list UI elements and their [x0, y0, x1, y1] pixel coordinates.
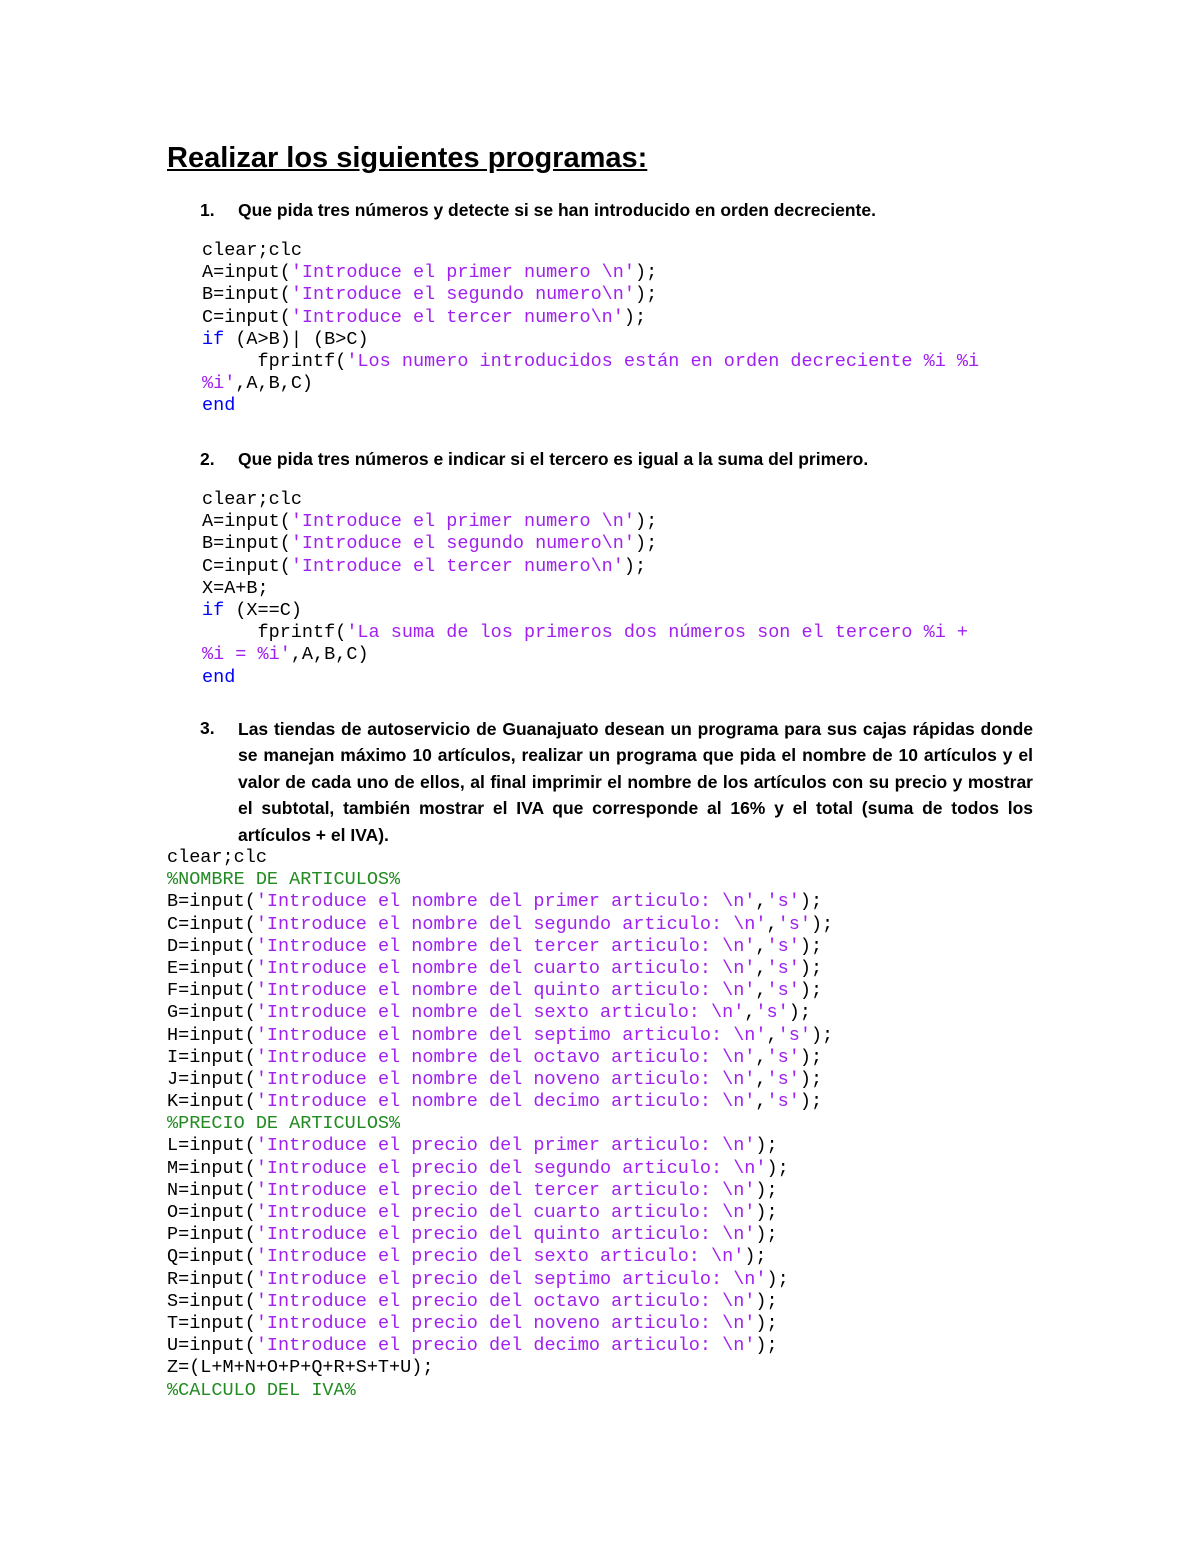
code-line [167, 1002, 833, 1024]
page-title: Realizar los siguientes programas: [167, 142, 648, 174]
code-keyword: end [202, 666, 236, 688]
code-string: 'Introduce el precio del sexto articulo: \n' [255, 1246, 745, 1268]
code-text: ); [623, 555, 647, 577]
code-line [202, 489, 968, 511]
code-text: fprintf( [202, 622, 347, 644]
code-string: 's' [766, 1091, 800, 1113]
code-string: 'Introduce el nombre del septimo articulo: \n' [255, 1024, 767, 1046]
code-string: 's' [766, 957, 800, 979]
code-line [167, 914, 833, 936]
code-text: R=input( [167, 1268, 256, 1290]
code-line [202, 667, 968, 689]
code-text: , [755, 1046, 767, 1068]
code-line [167, 958, 833, 980]
code-text: ); [755, 1135, 778, 1157]
code-text: clear;clc [202, 489, 302, 510]
code-text: , [766, 1024, 778, 1046]
code-text: D=input( [167, 935, 256, 957]
code-text: ); [799, 1068, 823, 1090]
code-text: C=input( [202, 555, 291, 577]
code-line [167, 1025, 833, 1047]
code-text: , [755, 1091, 767, 1113]
code-text: fprintf( [202, 350, 347, 372]
code-line [202, 240, 979, 262]
code-text: ); [810, 1024, 834, 1046]
code-line [167, 1180, 833, 1202]
code-text: ); [766, 1157, 789, 1179]
code-line [167, 1313, 833, 1335]
code-string: 's' [777, 913, 811, 935]
question-3-text: Las tiendas de autoservicio de Guanajuato desean un programa para sus cajas rápidas donde se manejan máximo 10 artículos, realizar un programa que pida el nombre de 10 artículos y el valor de cada uno de ellos, al final imprimir el nombre de los artículos con su precio y mostrar el subtotal, también mostrar el IVA que corresponde al 16% y el total (suma de todos los artículos + el IVA). [238, 719, 1033, 845]
code-line [167, 1091, 833, 1113]
code-keyword: if [202, 328, 225, 350]
code-line [202, 351, 979, 373]
code-string: 'Introduce el precio del segundo articulo: \n' [255, 1157, 767, 1179]
code-string: 'Introduce el nombre del primer articulo: \n' [255, 891, 756, 913]
code-comment: %CALCULO DEL IVA% [167, 1379, 356, 1401]
code-string: 'Introduce el nombre del cuarto articulo: \n' [255, 957, 756, 979]
code-text: , [755, 1068, 767, 1090]
question-3-number: 3. [200, 718, 215, 738]
code-string: 'Introduce el precio del quinto articulo: \n' [255, 1224, 756, 1246]
code-keyword: end [202, 395, 236, 417]
code-text: ); [799, 891, 823, 913]
code-comment: %PRECIO DE ARTICULOS% [167, 1113, 401, 1135]
question-2-text: Que pida tres números e indicar si el tercero es igual a la suma del primero. [238, 449, 869, 469]
code-string: %i' [202, 373, 236, 395]
code-text: Z=(L+M+N+O+P+Q+R+S+T+U); [167, 1357, 434, 1379]
code-string: 'Introduce el nombre del segundo articulo: \n' [255, 913, 767, 935]
code-line [202, 600, 968, 622]
code-text: , [755, 957, 767, 979]
code-string: 'Introduce el nombre del octavo articulo: \n' [255, 1046, 756, 1068]
code-line [167, 1069, 833, 1091]
code-text: K=input( [167, 1091, 256, 1113]
code-string: 'Introduce el nombre del decimo articulo: \n' [255, 1091, 756, 1113]
code-text: clear;clc [167, 847, 267, 868]
code-text: B=input( [202, 284, 291, 306]
code-text: ); [755, 1224, 778, 1246]
code-string: 'Introduce el precio del decimo articulo: \n' [255, 1335, 756, 1357]
code-line [167, 869, 833, 891]
code-text: B=input( [167, 891, 256, 913]
code-string: 'Introduce el tercer numero\n' [290, 306, 624, 328]
code-string: 'Introduce el primer numero \n' [290, 262, 635, 284]
code-text: S=input( [167, 1290, 256, 1312]
code-line [202, 373, 979, 395]
code-string: 'Los numero introducidos están en orden decreciente %i %i [346, 350, 980, 372]
code-text: (A>B)| (B>C) [224, 328, 369, 350]
code-text: Q=input( [167, 1246, 256, 1268]
code-text: A=input( [202, 511, 291, 533]
code-line [167, 1335, 833, 1357]
code-line [167, 1380, 833, 1402]
code-text: C=input( [202, 306, 291, 328]
code-string: 's' [766, 1068, 800, 1090]
code-text: ); [799, 935, 823, 957]
code-line [167, 1202, 833, 1224]
code-string: 'Introduce el nombre del tercer articulo: \n' [255, 935, 756, 957]
code-text: , [755, 891, 767, 913]
question-2-number: 2. [200, 449, 215, 469]
code-text: ); [799, 957, 823, 979]
code-line [167, 1291, 833, 1313]
code-string: 'Introduce el segundo numero\n' [290, 284, 635, 306]
code-line [202, 622, 968, 644]
code-line [167, 1047, 833, 1069]
code-text: ); [634, 284, 658, 306]
code-text: J=input( [167, 1068, 256, 1090]
code-text: ); [799, 1046, 823, 1068]
code-text: H=input( [167, 1024, 256, 1046]
code-string: 'Introduce el nombre del quinto articulo: \n' [255, 980, 756, 1002]
code-text: , [755, 980, 767, 1002]
code-text: ); [766, 1268, 789, 1290]
code-line [167, 1113, 833, 1135]
code-text: C=input( [167, 913, 256, 935]
code-block-3 [167, 847, 833, 1402]
code-keyword: if [202, 599, 225, 621]
code-text: ); [810, 913, 834, 935]
code-text: G=input( [167, 1002, 256, 1024]
code-text: ,A,B,C) [290, 644, 369, 666]
code-string: 's' [766, 980, 800, 1002]
code-text: ); [634, 533, 658, 555]
code-text: ); [755, 1335, 778, 1357]
code-line [167, 1224, 833, 1246]
code-line [167, 1357, 833, 1379]
code-text: (X==C) [224, 599, 302, 621]
code-text: M=input( [167, 1157, 256, 1179]
code-text: ); [755, 1202, 778, 1223]
code-line [167, 936, 833, 958]
code-line [202, 284, 979, 306]
code-line [202, 578, 968, 600]
code-string: 'Introduce el precio del tercer articulo: \n' [255, 1179, 756, 1201]
code-string: 's' [766, 935, 800, 957]
code-string: 'Introduce el nombre del sexto articulo: \n' [255, 1002, 745, 1024]
code-text: ); [755, 1290, 778, 1312]
code-text: ); [744, 1246, 767, 1268]
code-line [202, 511, 968, 533]
code-string: 'Introduce el nombre del noveno articulo: \n' [255, 1068, 756, 1090]
code-text: I=input( [167, 1046, 256, 1068]
code-string: 'Introduce el precio del cuarto articulo: \n' [255, 1202, 756, 1223]
code-string: 'Introduce el precio del noveno articulo: \n' [255, 1312, 756, 1334]
code-text: A=input( [202, 262, 291, 284]
code-line [202, 644, 968, 666]
code-text: E=input( [167, 957, 256, 979]
code-text: ,A,B,C) [235, 373, 314, 395]
code-text: U=input( [167, 1335, 256, 1357]
code-line [167, 1135, 833, 1157]
code-string: 's' [755, 1002, 789, 1024]
code-line [202, 262, 979, 284]
code-string: 's' [766, 891, 800, 913]
code-text: N=input( [167, 1179, 256, 1201]
code-line [202, 533, 968, 555]
code-text: ); [634, 511, 658, 533]
code-text: clear;clc [202, 240, 302, 261]
code-line [167, 847, 833, 869]
code-text: O=input( [167, 1202, 256, 1223]
code-line [167, 1158, 833, 1180]
code-text: , [744, 1002, 756, 1024]
code-text: ); [755, 1312, 778, 1334]
code-text: ); [788, 1002, 811, 1024]
code-string: 's' [766, 1046, 800, 1068]
code-line [167, 1246, 833, 1268]
code-string: %i = %i' [202, 644, 291, 666]
question-1-text: Que pida tres números y detecte si se han introducido en orden decreciente. [238, 200, 876, 220]
code-text: , [766, 913, 778, 935]
code-text: , [755, 935, 767, 957]
code-text: ); [634, 262, 658, 284]
code-text: ); [799, 1091, 823, 1113]
code-block-2 [202, 489, 968, 689]
code-line [202, 556, 968, 578]
code-text: ); [623, 306, 647, 328]
question-1-number: 1. [200, 200, 215, 220]
code-string: 'Introduce el tercer numero\n' [290, 555, 624, 577]
code-string: 'Introduce el primer numero \n' [290, 511, 635, 533]
code-string: 'Introduce el segundo numero\n' [290, 533, 635, 555]
code-comment: %NOMBRE DE ARTICULOS% [167, 869, 401, 891]
code-block-1 [202, 240, 979, 418]
code-text: ); [799, 980, 823, 1002]
code-text: T=input( [167, 1312, 256, 1334]
code-string: 'La suma de los primeros dos números son el tercero %i + [346, 622, 969, 644]
code-line [202, 395, 979, 417]
code-text: L=input( [167, 1135, 256, 1157]
code-text: P=input( [167, 1224, 256, 1246]
code-string: 's' [777, 1024, 811, 1046]
code-line [202, 329, 979, 351]
code-line [167, 1269, 833, 1291]
code-text: B=input( [202, 533, 291, 555]
code-text: ); [755, 1179, 778, 1201]
code-line [202, 307, 979, 329]
code-string: 'Introduce el precio del octavo articulo: \n' [255, 1290, 756, 1312]
code-string: 'Introduce el precio del primer articulo: \n' [255, 1135, 756, 1157]
code-text: X=A+B; [202, 577, 269, 599]
code-text: F=input( [167, 980, 256, 1002]
code-line [167, 891, 833, 913]
code-line [167, 980, 833, 1002]
code-string: 'Introduce el precio del septimo articulo: \n' [255, 1268, 767, 1290]
